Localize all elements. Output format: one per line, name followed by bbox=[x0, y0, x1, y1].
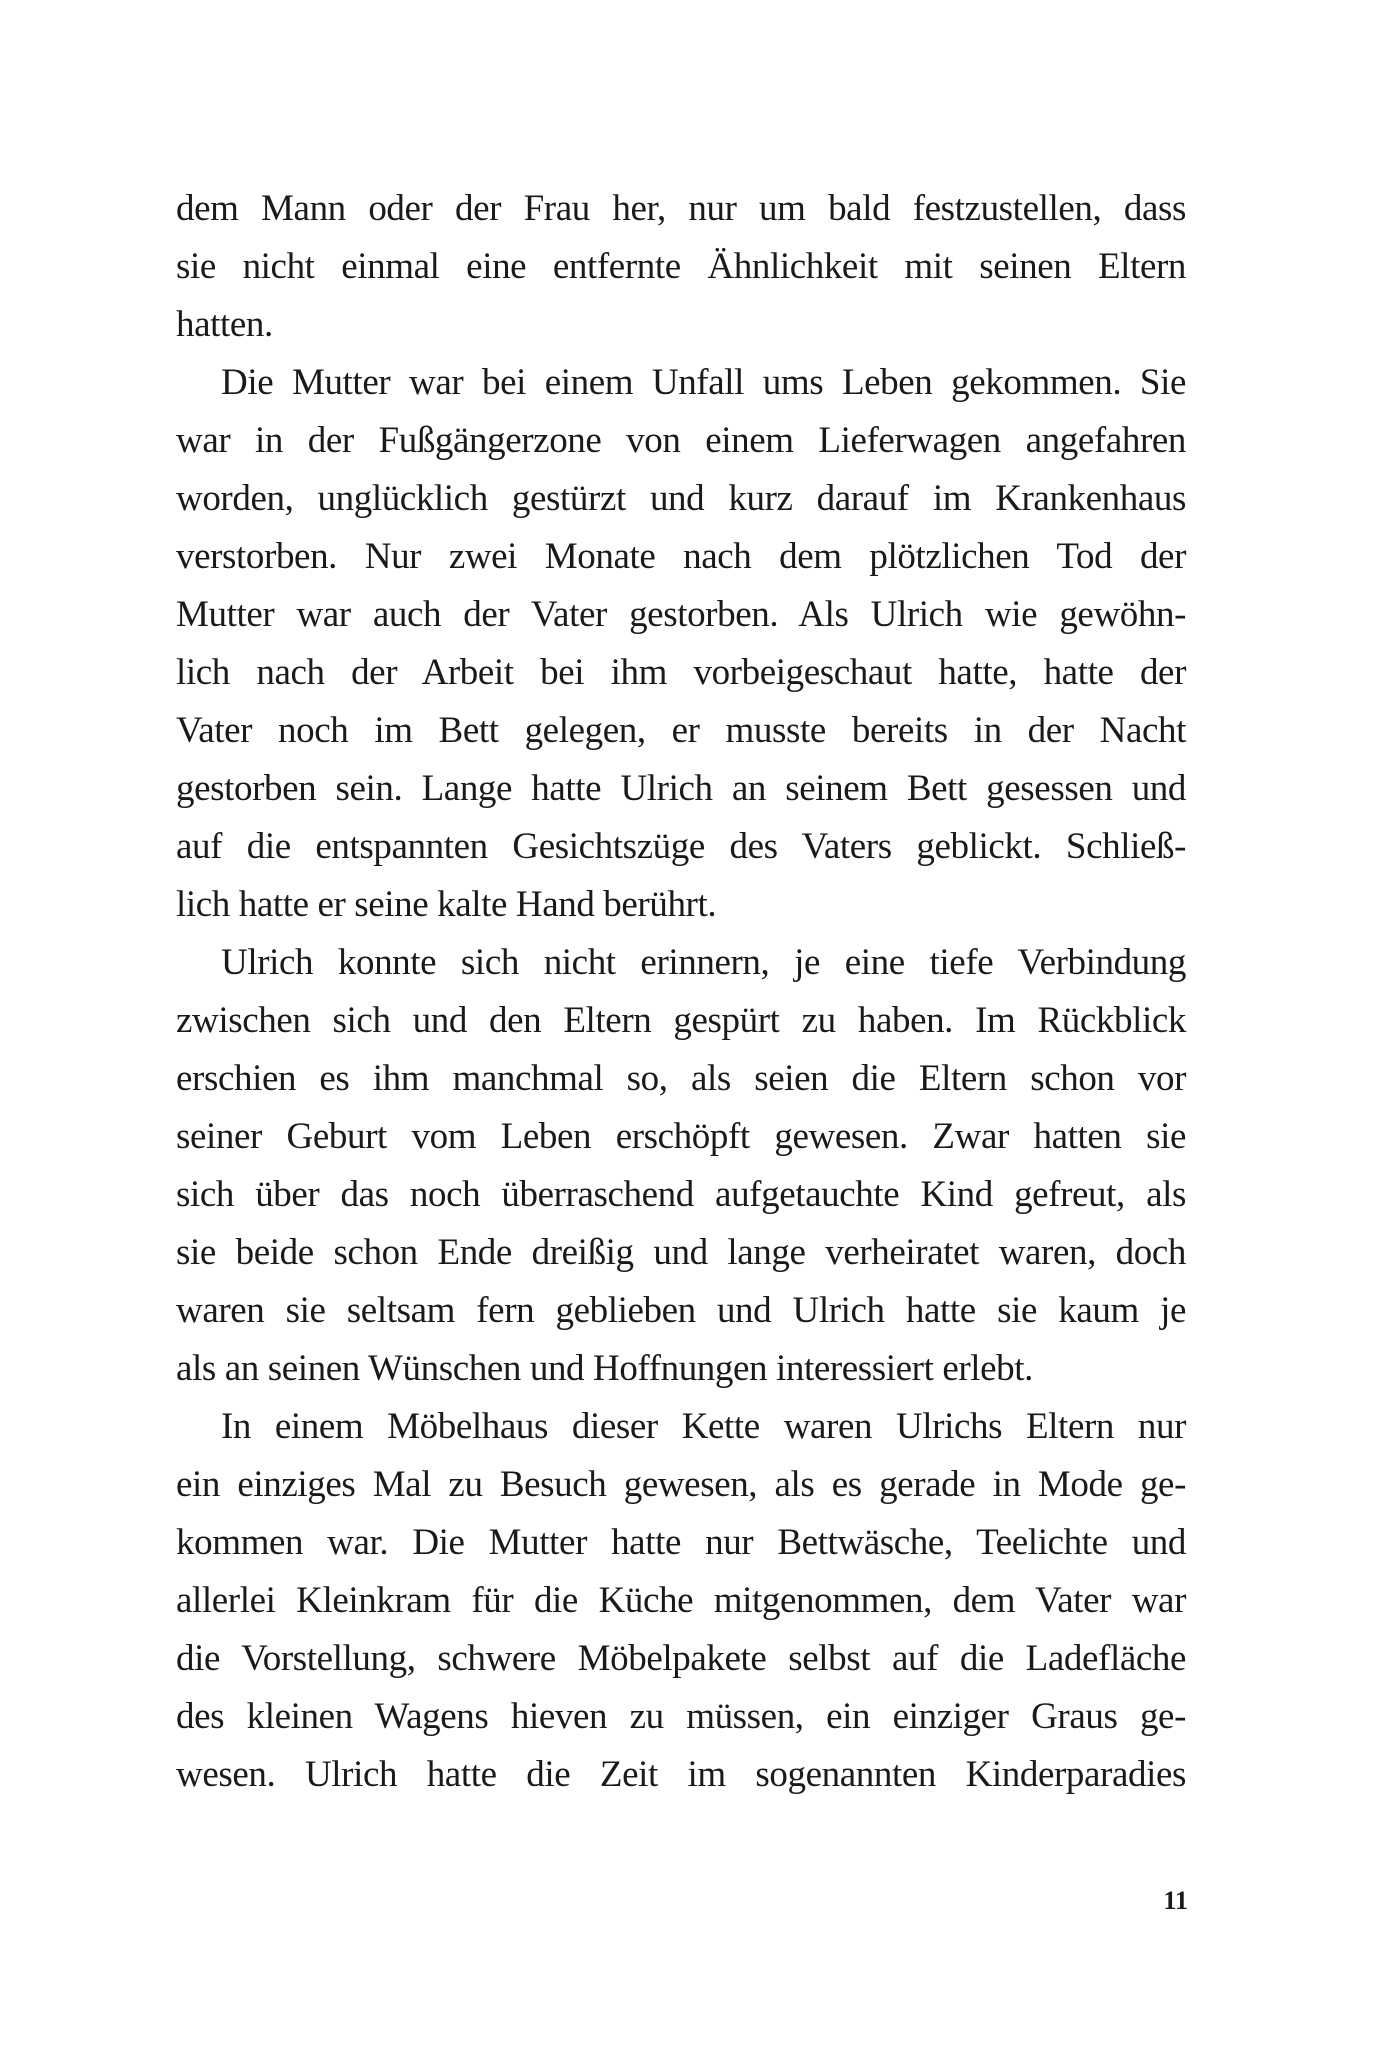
text-line bbox=[176, 1746, 1186, 1804]
text-line bbox=[176, 412, 1186, 470]
text-line bbox=[176, 702, 1186, 760]
text-line bbox=[176, 1050, 1186, 1108]
text-line bbox=[176, 644, 1186, 702]
text-line-content: worden, unglücklich gestürzt und kurz darauf im Krankenhaus bbox=[176, 478, 1186, 519]
text-line-content: zwischen sich und den Eltern gespürt zu haben. Im Rückblick bbox=[176, 1000, 1186, 1041]
text-line bbox=[176, 760, 1186, 818]
text-line bbox=[176, 1340, 1186, 1398]
text-line-content: Ulrich konnte sich nicht erinnern, je eine tiefe Verbindung bbox=[221, 942, 1186, 983]
text-line bbox=[176, 1572, 1186, 1630]
text-line bbox=[176, 1108, 1186, 1166]
paragraph bbox=[176, 934, 1186, 1398]
text-line bbox=[176, 992, 1186, 1050]
text-line-content: des kleinen Wagens hieven zu müssen, ein einziger Graus ge- bbox=[176, 1696, 1186, 1737]
text-line bbox=[176, 1456, 1186, 1514]
text-line-content: seiner Geburt vom Leben erschöpft gewesen. Zwar hatten sie bbox=[176, 1116, 1186, 1157]
text-line-content: verstorben. Nur zwei Monate nach dem plötzlichen Tod der bbox=[176, 536, 1186, 577]
text-line-content: auf die entspannten Gesichtszüge des Vaters geblickt. Schließ- bbox=[176, 826, 1186, 867]
text-line-content: Vater noch im Bett gelegen, er musste bereits in der Nacht bbox=[176, 710, 1186, 751]
text-line-content: als an seinen Wünschen und Hoffnungen interessiert erlebt. bbox=[176, 1348, 1034, 1389]
text-line bbox=[176, 296, 1186, 354]
text-line-content: lich nach der Arbeit bei ihm vorbeigeschaut hatte, hatte der bbox=[176, 652, 1186, 693]
text-line-content: allerlei Kleinkram für die Küche mitgenommen, dem Vater war bbox=[176, 1580, 1186, 1621]
text-line bbox=[176, 470, 1186, 528]
text-line-content: wesen. Ulrich hatte die Zeit im sogenannten Kinderparadies bbox=[176, 1754, 1186, 1795]
text-line-content: gestorben sein. Lange hatte Ulrich an seinem Bett gesessen und bbox=[176, 768, 1186, 809]
text-line bbox=[176, 1688, 1186, 1746]
text-line bbox=[176, 1630, 1186, 1688]
text-line bbox=[176, 1282, 1186, 1340]
text-line bbox=[176, 1514, 1186, 1572]
text-line bbox=[176, 876, 1186, 934]
text-line-content: lich hatte er seine kalte Hand berührt. bbox=[176, 884, 717, 925]
text-line bbox=[176, 1224, 1186, 1282]
text-line-content: war in der Fußgängerzone von einem Lieferwagen angefahren bbox=[176, 420, 1186, 461]
text-line-content: sie beide schon Ende dreißig und lange verheiratet waren, doch bbox=[176, 1232, 1186, 1273]
text-line-content: hatten. bbox=[176, 304, 273, 345]
text-line-content: ein einziges Mal zu Besuch gewesen, als es gerade in Mode ge- bbox=[176, 1464, 1186, 1505]
text-line-content: die Vorstellung, schwere Möbelpakete selbst auf die Ladefläche bbox=[176, 1638, 1186, 1679]
text-line bbox=[176, 1398, 1186, 1456]
paragraph bbox=[176, 1398, 1186, 1804]
text-line bbox=[176, 180, 1186, 238]
text-line bbox=[176, 934, 1186, 992]
text-line-content: Mutter war auch der Vater gestorben. Als Ulrich wie gewöhn- bbox=[176, 594, 1186, 635]
text-line-content: In einem Möbelhaus dieser Kette waren Ulrichs Eltern nur bbox=[221, 1406, 1186, 1447]
text-line bbox=[176, 586, 1186, 644]
paragraph bbox=[176, 354, 1186, 934]
text-line-content: Die Mutter war bei einem Unfall ums Leben gekommen. Sie bbox=[221, 362, 1186, 403]
paragraph bbox=[176, 180, 1186, 354]
text-line bbox=[176, 354, 1186, 412]
body-text bbox=[176, 180, 1186, 1804]
text-line-content: sie nicht einmal eine entfernte Ähnlichkeit mit seinen Eltern bbox=[176, 246, 1186, 287]
text-line bbox=[176, 528, 1186, 586]
text-line-content: waren sie seltsam fern geblieben und Ulrich hatte sie kaum je bbox=[176, 1290, 1186, 1331]
text-line bbox=[176, 818, 1186, 876]
page-number: 11 bbox=[1163, 1886, 1188, 1915]
text-line-content: dem Mann oder der Frau her, nur um bald festzustellen, dass bbox=[176, 188, 1186, 229]
text-line-content: sich über das noch überraschend aufgetauchte Kind gefreut, als bbox=[176, 1174, 1186, 1215]
text-line bbox=[176, 238, 1186, 296]
text-line-content: erschien es ihm manchmal so, als seien die Eltern schon vor bbox=[176, 1058, 1186, 1099]
text-line-content: kommen war. Die Mutter hatte nur Bettwäsche, Teelichte und bbox=[176, 1522, 1186, 1563]
text-line bbox=[176, 1166, 1186, 1224]
